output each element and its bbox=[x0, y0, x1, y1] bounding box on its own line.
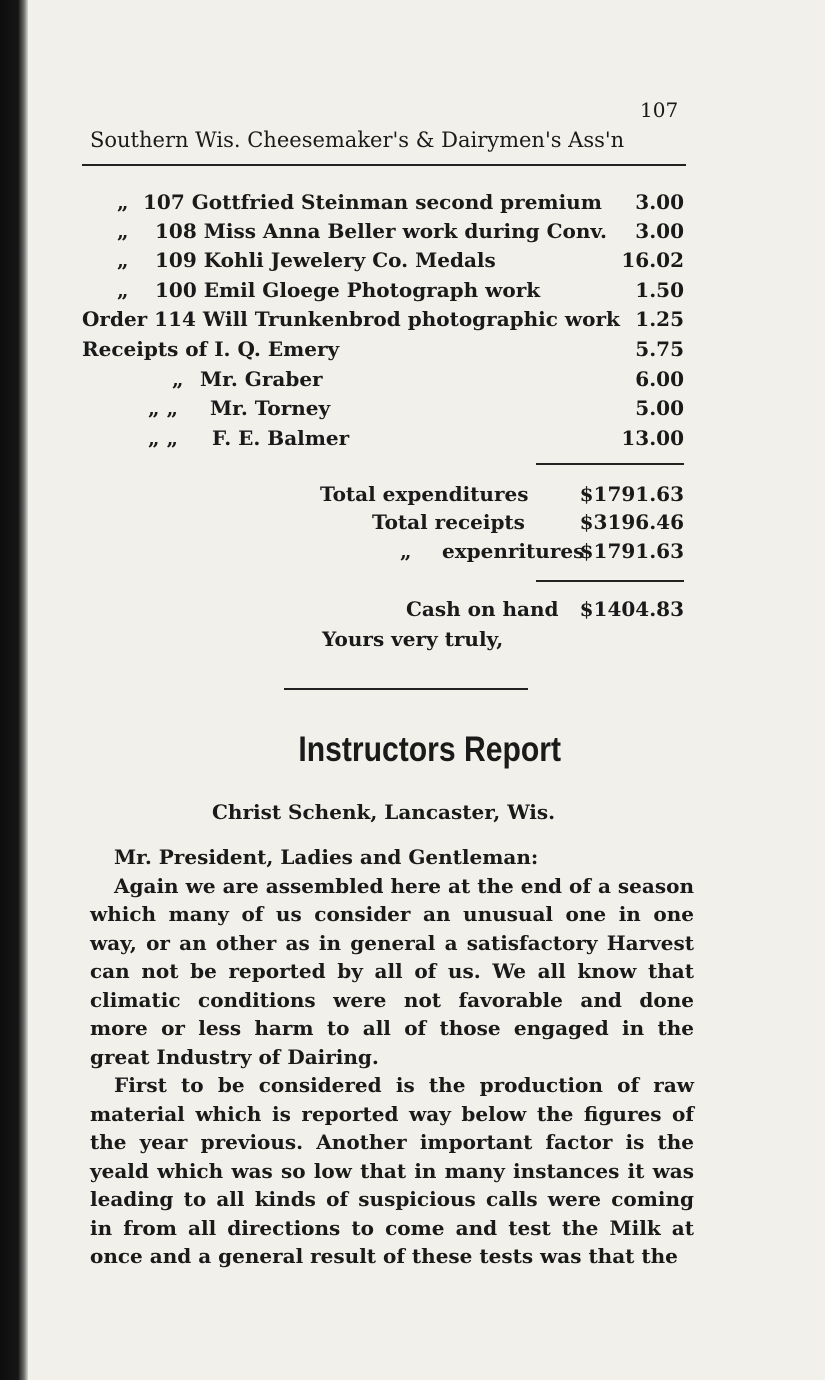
sum-rule bbox=[536, 463, 684, 465]
ledger-amount: 5.75 bbox=[635, 337, 684, 361]
header-rule bbox=[82, 164, 686, 166]
ledger-row bbox=[0, 423, 684, 453]
ledger-row bbox=[0, 187, 684, 217]
ledger-description: F. E. Balmer bbox=[212, 426, 350, 450]
ledger-description: Mr. Torney bbox=[210, 396, 331, 420]
cash-on-hand-label: Cash on hand bbox=[406, 597, 559, 621]
ditto-mark: „ bbox=[400, 539, 412, 563]
sum-rule bbox=[536, 580, 684, 582]
salutation: Mr. President, Ladies and Gentleman: bbox=[114, 845, 539, 869]
ledger-row bbox=[0, 216, 684, 246]
paragraph: First to be considered is the production of raw material which is reported way below the figures of the year previous. Another important factor is the yeald which was so low that in many instances it was leading to all kinds of suspicious calls were coming in from all directions to come and test the Milk at once and a general result of these tests was that the bbox=[90, 1073, 694, 1268]
ledger-row bbox=[0, 304, 684, 334]
ledger-row bbox=[0, 393, 684, 423]
ditto-mark: „ bbox=[117, 219, 129, 243]
ledger-amount: 16.02 bbox=[621, 248, 684, 272]
ditto-mark: „ bbox=[172, 367, 184, 391]
ledger-amount: 3.00 bbox=[635, 190, 684, 214]
running-header: Southern Wis. Cheesemaker's & Dairymen's Ass'n bbox=[90, 128, 625, 152]
author-line: Christ Schenk, Lancaster, Wis. bbox=[212, 800, 556, 824]
section-title: Instructors Report bbox=[298, 730, 561, 769]
section-divider bbox=[284, 688, 528, 690]
expenditures-label: expenritures bbox=[442, 539, 585, 563]
ledger-row bbox=[0, 334, 684, 364]
ledger-description: Receipts of I. Q. Emery bbox=[82, 337, 340, 361]
page-number: 107 bbox=[640, 98, 679, 122]
ledger-amount: 1.25 bbox=[635, 307, 684, 331]
closing-line: Yours very truly, bbox=[322, 627, 504, 651]
ledger-row bbox=[0, 364, 684, 394]
ledger-amount: 13.00 bbox=[621, 426, 684, 450]
ledger-description: 100 Emil Gloege Photograph work bbox=[155, 278, 541, 302]
total-expenditures-amount: $1791.63 bbox=[579, 482, 684, 506]
ledger-description: 107 Gottfried Steinman second premium bbox=[143, 190, 602, 214]
paragraph: Again we are assembled here at the end of a season which many of us consider an unusual one in one way, or an other as in general a satisfactory Harvest can not be reported by all of us. We all know that climatic conditions were not favorable and done more or less harm to all of those engaged in the great Industry of Dairing. bbox=[90, 873, 694, 1069]
ledger-amount: 6.00 bbox=[635, 367, 684, 391]
ledger-description: Mr. Graber bbox=[200, 367, 323, 391]
ditto-mark: „ bbox=[117, 190, 129, 214]
ditto-mark: „ „ bbox=[148, 426, 178, 450]
ledger-description: Order 114 Will Trunkenbrod photographic work bbox=[82, 307, 620, 331]
ledger-amount: 5.00 bbox=[635, 396, 684, 420]
ledger-row bbox=[0, 245, 684, 275]
ledger-description: 108 Miss Anna Beller work during Conv. bbox=[155, 219, 607, 243]
ledger-description: 109 Kohli Jewelery Co. Medals bbox=[155, 248, 496, 272]
report-body bbox=[90, 843, 694, 1271]
ledger-amount: 3.00 bbox=[635, 219, 684, 243]
ditto-mark: „ bbox=[117, 248, 129, 272]
total-receipts-amount: $3196.46 bbox=[579, 510, 684, 534]
total-expenditures-label: Total expenditures bbox=[320, 482, 529, 506]
ledger-row bbox=[0, 275, 684, 305]
ditto-mark: „ „ bbox=[148, 396, 178, 420]
cash-on-hand-amount: $1404.83 bbox=[579, 597, 684, 621]
expenditures-amount: $1791.63 bbox=[579, 539, 684, 563]
ledger-amount: 1.50 bbox=[635, 278, 684, 302]
total-receipts-label: Total receipts bbox=[372, 510, 525, 534]
ditto-mark: „ bbox=[117, 278, 129, 302]
